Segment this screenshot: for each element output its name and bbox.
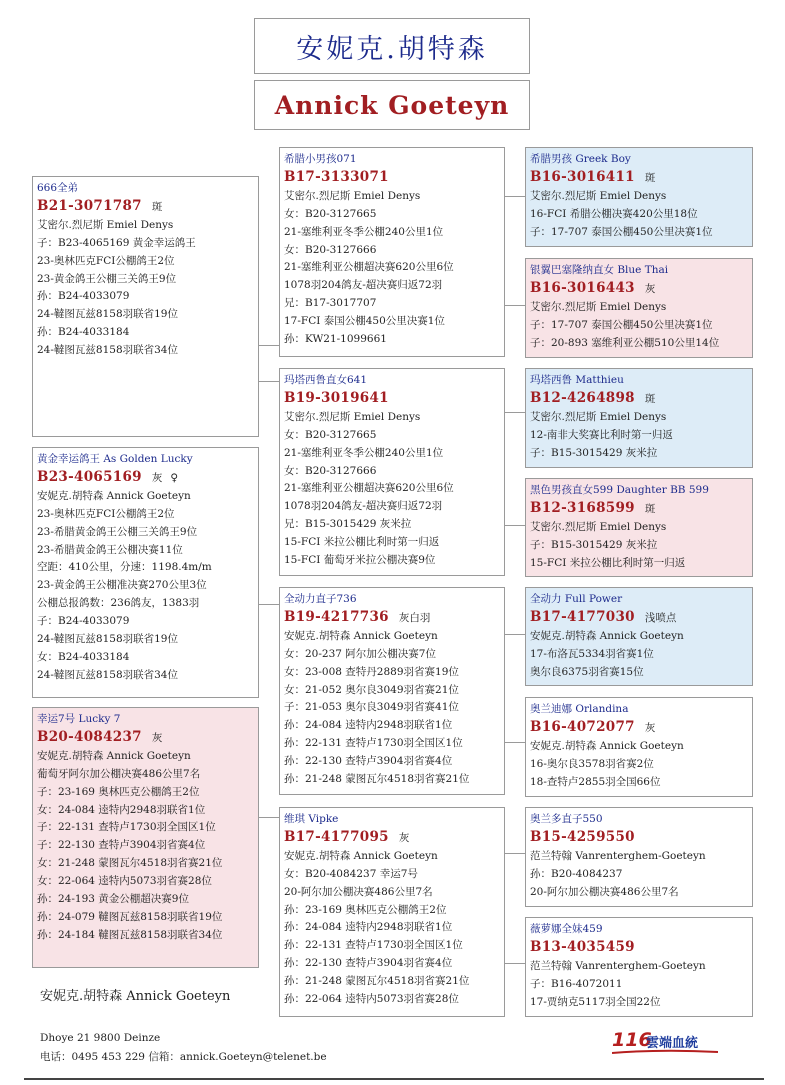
info-line: 21-塞维利亚公棚超决赛620公里6位	[284, 261, 454, 274]
info-line: 空距：410公里，分速：1198.4m/m	[37, 561, 212, 574]
info-line: 23-希腊黄金鸽王公棚三关鸽王9位	[37, 525, 198, 538]
pedigree-card-mate	[32, 447, 259, 698]
pigeon-name: 希腊小男孩071	[284, 153, 357, 165]
breeder-contact: 电话：0495 453 229 信箱：annick.Goeteyn@telenet.be	[40, 1051, 327, 1063]
info-line: 女：21-052 奥尔良3049羽省赛21位	[284, 683, 459, 696]
pigeon-color: 斑	[644, 392, 656, 405]
info-line: 孙：22-130 查特卢3904羽省赛4位	[284, 755, 453, 768]
info-line: 子：22-130 查特卢3904羽省赛4位	[37, 839, 206, 852]
breeder-address: Dhoye 21 9800 Deinze	[40, 1032, 161, 1044]
pigeon-name: 全动力 Full Power	[530, 593, 623, 605]
info-line: 女：B24-4033184	[37, 650, 130, 663]
page-title-english: Annick Goeteyn	[254, 80, 530, 130]
pedigree-card-sire	[279, 147, 505, 357]
pedigree-card-sire-dam	[525, 258, 753, 358]
info-line: 孙：22-064 逵特内5073羽省赛28位	[284, 993, 459, 1006]
ring-number: B12-4264898	[530, 389, 635, 406]
logo-number: 116	[612, 1029, 652, 1051]
ring-number: B17-4177095	[284, 828, 389, 845]
page-title-chinese: 安妮克.胡特森	[254, 18, 530, 74]
info-line: 艾密尔.烈尼斯 Emiel Denys	[530, 189, 667, 202]
ring-number: B16-3016443	[530, 279, 635, 296]
footer-divider	[24, 1078, 764, 1080]
pigeon-name: 奥兰迪娜 Orlandina	[530, 703, 629, 715]
info-line: 孙：24-084 逵特内2948羽联省1位	[284, 921, 453, 934]
info-line: 23-希腊黄金鸽王公棚决赛11位	[37, 543, 183, 556]
info-line: 安妮克.胡特森 Annick Goeteyn	[530, 739, 684, 752]
info-line: 艾密尔.烈尼斯 Emiel Denys	[284, 189, 421, 202]
pedigree-card-vipke	[279, 807, 505, 1017]
pigeon-color: 灰	[151, 731, 163, 744]
info-line: 1078羽204鸽友-超决赛归返72羽	[284, 279, 443, 292]
pigeon-color: 灰白羽	[398, 611, 431, 624]
pigeon-name: 奥兰多直子550	[530, 813, 603, 825]
info-line: 子：23-169 奥林匹克公棚鸽王2位	[37, 785, 200, 798]
info-line: 17-FCI 泰国公棚450公里决赛1位	[284, 315, 445, 328]
info-line: 安妮克.胡特森 Annick Goeteyn	[284, 629, 438, 642]
info-line: 女：23-008 查特丹2889羽省赛19位	[284, 665, 459, 678]
info-line: 安妮克.胡特森 Annick Goeteyn	[37, 489, 191, 502]
info-line: 女：B20-3127666	[284, 464, 377, 477]
logo-swoosh-icon	[612, 1049, 718, 1055]
ring-number: B19-4217736	[284, 608, 389, 625]
info-line: 23-黄金鸽王公棚三关鸽王9位	[37, 272, 177, 285]
info-line: 范兰特翰 Vanrenterghem-Goeteyn	[530, 959, 706, 972]
pigeon-name: 玛塔西鲁直女641	[284, 374, 368, 386]
ring-number: B17-4177030	[530, 608, 635, 625]
info-line: 孙：B24-4033184	[37, 326, 130, 339]
pedigree-card-dam	[279, 368, 505, 576]
info-line: 子：22-131 查特卢1730羽全国区1位	[37, 821, 216, 834]
info-line: 孙：B24-4033079	[37, 290, 130, 303]
info-line: 17-布洛瓦5334羽省赛1位	[530, 647, 654, 660]
pigeon-name: 黄金幸运鸽王 As Golden Lucky	[37, 453, 193, 465]
pedigree-card-vipke-sire	[525, 807, 753, 907]
pigeon-color: 灰	[398, 831, 410, 844]
pedigree-card-mate-sire-dam	[525, 697, 753, 797]
info-line: 16-FCI 希腊公棚决赛420公里18位	[530, 207, 698, 220]
connector-mate-dam	[259, 817, 279, 818]
info-line: 安妮克.胡特森 Annick Goeteyn	[37, 749, 191, 762]
ring-number: B12-3168599	[530, 499, 635, 516]
ring-number: B15-4259550	[530, 828, 635, 845]
connector-mate-sire-sire	[505, 634, 525, 635]
pedigree-card-dam-sire	[525, 368, 753, 468]
pedigree-card-dam-dam	[525, 478, 753, 577]
info-line: 18-查特卢2855羽全国66位	[530, 775, 661, 788]
pigeon-color: 灰	[151, 471, 163, 484]
connector-vipke-sire	[505, 853, 525, 854]
info-line: 孙：24-084 逵特内2948羽联省1位	[284, 719, 453, 732]
ring-number: B17-3133071	[284, 168, 389, 185]
info-line: 安妮克.胡特森 Annick Goeteyn	[284, 849, 438, 862]
info-line: 孙：22-131 查特卢1730羽全国区1位	[284, 737, 463, 750]
cloud-pedigree-logo	[612, 1029, 720, 1057]
info-line: 孙：24-184 韃图瓦兹8158羽联省34位	[37, 928, 223, 941]
pigeon-name: 黑色男孩直女599 Daughter BB 599	[530, 484, 709, 496]
pedigree-card-vipke-dam	[525, 917, 753, 1017]
info-line: 16-奥尔良3578羽省赛2位	[530, 757, 654, 770]
connector-subject-dam	[259, 381, 279, 382]
info-line: 21-塞维利亚冬季公棚240公里1位	[284, 446, 444, 459]
pigeon-name: 玛塔西鲁 Matthieu	[530, 374, 624, 386]
info-line: 子：17-707 泰国公棚450公里决赛1位	[530, 318, 713, 331]
info-line: 15-FCI 米拉公棚比利时第一归返	[530, 556, 686, 569]
pigeon-name: 全动力直子736	[284, 593, 357, 605]
info-line: 子：B15-3015429 灰米拉	[530, 446, 658, 459]
ring-number: B13-4035459	[530, 938, 635, 955]
pigeon-name: 666全弟	[37, 182, 79, 194]
info-line: 21-塞维利亚公棚超决赛620公里6位	[284, 482, 454, 495]
connector-subject-sire	[259, 345, 279, 346]
pigeon-name: 希腊男孩 Greek Boy	[530, 153, 631, 165]
info-line: 24-韃图瓦兹8158羽联省19位	[37, 308, 178, 321]
info-line: 兄：B17-3017707	[284, 297, 377, 310]
info-line: 女：B20-3127665	[284, 207, 377, 220]
info-line: 17-贾纳克5117羽全国22位	[530, 995, 661, 1008]
info-line: 女：24-084 逵特内2948羽联省1位	[37, 803, 206, 816]
pedigree-card-mate-sire-sire	[525, 587, 753, 686]
info-line: 女：B20-3127666	[284, 243, 377, 256]
info-line: 孙：23-169 奥林匹克公棚鸽王2位	[284, 903, 447, 916]
female-symbol-icon: ♀	[170, 471, 179, 484]
pedigree-card-subject	[32, 176, 259, 437]
logo-text: 雲端血統	[646, 1036, 699, 1051]
info-line: 20-阿尔加公棚决赛486公里7名	[284, 885, 433, 898]
ring-number: B20-4084237	[37, 728, 142, 745]
info-line: 孙：24-079 韃图瓦兹8158羽联省19位	[37, 910, 223, 923]
connector-sire-sire	[505, 196, 525, 197]
info-line: 女：B20-4084237 幸运7号	[284, 867, 418, 880]
ring-number: B23-4065169	[37, 468, 142, 485]
info-line: 女：22-064 逵特内5073羽省赛28位	[37, 875, 212, 888]
info-line: 兄：B15-3015429 灰米拉	[284, 518, 412, 531]
pedigree-card-lucky-7	[32, 707, 259, 968]
connector-vipke-dam	[505, 963, 525, 964]
info-line: 子：B23-4065169 黄金幸运鸽王	[37, 236, 196, 249]
pigeon-name: 薇萝娜全妹459	[530, 923, 603, 935]
info-line: 安妮克.胡特森 Annick Goeteyn	[530, 629, 684, 642]
info-line: 范兰特翰 Vanrenterghem-Goeteyn	[530, 849, 706, 862]
info-line: 女：21-248 蒙图瓦尔4518羽省赛21位	[37, 857, 223, 870]
ring-number: B21-3071787	[37, 197, 142, 214]
pigeon-color: 灰	[644, 721, 656, 734]
info-line: 子：17-707 泰国公棚450公里决赛1位	[530, 225, 713, 238]
info-line: 奥尔良6375羽省赛15位	[530, 665, 644, 678]
info-line: 艾密尔.烈尼斯 Emiel Denys	[37, 218, 174, 231]
info-line: 子：B16-4072011	[530, 977, 623, 990]
pigeon-color: 浅喷点	[644, 611, 677, 624]
pedigree-card-mate-sire	[279, 587, 505, 795]
info-line: 孙：22-130 查特卢3904羽省赛4位	[284, 957, 453, 970]
info-line: 孙：21-248 蒙图瓦尔4518羽省赛21位	[284, 975, 470, 988]
info-line: 24-韃图瓦兹8158羽联省34位	[37, 668, 178, 681]
info-line: 艾密尔.烈尼斯 Emiel Denys	[284, 410, 421, 423]
info-line: 女：B20-3127665	[284, 428, 377, 441]
pigeon-name: 银翼巴塞隆纳直女 Blue Thai	[530, 264, 669, 276]
info-line: 23-奥林匹克FCI公棚鸽王2位	[37, 254, 175, 267]
connector-mate-sire-dam	[505, 742, 525, 743]
info-line: 子：21-053 奥尔良3049羽省赛41位	[284, 701, 459, 714]
info-line: 23-奥林匹克FCI公棚鸽王2位	[37, 507, 175, 520]
info-line: 艾密尔.烈尼斯 Emiel Denys	[530, 410, 667, 423]
info-line: 孙：B20-4084237	[530, 867, 623, 880]
info-line: 子：B15-3015429 灰米拉	[530, 538, 658, 551]
info-line: 1078羽204鸽友-超决赛归返72羽	[284, 500, 443, 513]
info-line: 葡萄牙阿尔加公棚决赛486公里7名	[37, 767, 201, 780]
ring-number: B16-3016411	[530, 168, 635, 185]
pigeon-name: 维琪 Vipke	[284, 813, 339, 825]
info-line: 24-韃图瓦兹8158羽联省34位	[37, 344, 178, 357]
pedigree-card-sire-sire	[525, 147, 753, 247]
pigeon-color: 斑	[644, 171, 656, 184]
info-line: 21-塞维利亚冬季公棚240公里1位	[284, 225, 444, 238]
info-line: 子：20-893 塞维利亚公棚510公里14位	[530, 336, 720, 349]
pigeon-color: 灰	[644, 282, 656, 295]
info-line: 孙：22-131 查特卢1730羽全国区1位	[284, 939, 463, 952]
connector-dam-dam	[505, 525, 525, 526]
info-line: 孙：KW21-1099661	[284, 333, 387, 346]
pigeon-color: 斑	[151, 200, 163, 213]
info-line: 15-FCI 葡萄牙米拉公棚决赛9位	[284, 554, 436, 567]
pigeon-name: 幸运7号 Lucky 7	[37, 713, 121, 725]
info-line: 24-韃图瓦兹8158羽联省19位	[37, 633, 178, 646]
info-line: 艾密尔.烈尼斯 Emiel Denys	[530, 520, 667, 533]
pigeon-color: 斑	[644, 502, 656, 515]
info-line: 12-南非大奖赛比利时第一归返	[530, 428, 673, 441]
breeder-name: 安妮克.胡特森 Annick Goeteyn	[40, 989, 231, 1004]
ring-number: B16-4072077	[530, 718, 635, 735]
connector-mate-sire	[259, 604, 279, 605]
info-line: 孙：24-193 黄金公棚超决赛9位	[37, 893, 189, 906]
info-line: 子：B24-4033079	[37, 615, 130, 628]
info-line: 23-黄金鸽王公棚准决赛270公里3位	[37, 579, 207, 592]
info-line: 20-阿尔加公棚决赛486公里7名	[530, 885, 679, 898]
info-line: 女：20-237 阿尔加公棚决赛7位	[284, 647, 436, 660]
info-line: 15-FCI 米拉公棚比利时第一归返	[284, 536, 440, 549]
info-line: 艾密尔.烈尼斯 Emiel Denys	[530, 300, 667, 313]
ring-number: B19-3019641	[284, 389, 389, 406]
info-line: 孙：21-248 蒙图瓦尔4518羽省赛21位	[284, 773, 470, 786]
connector-sire-dam	[505, 305, 525, 306]
info-line: 公棚总报鸽数：236鸽友，1383羽	[37, 597, 200, 610]
connector-dam-sire	[505, 412, 525, 413]
